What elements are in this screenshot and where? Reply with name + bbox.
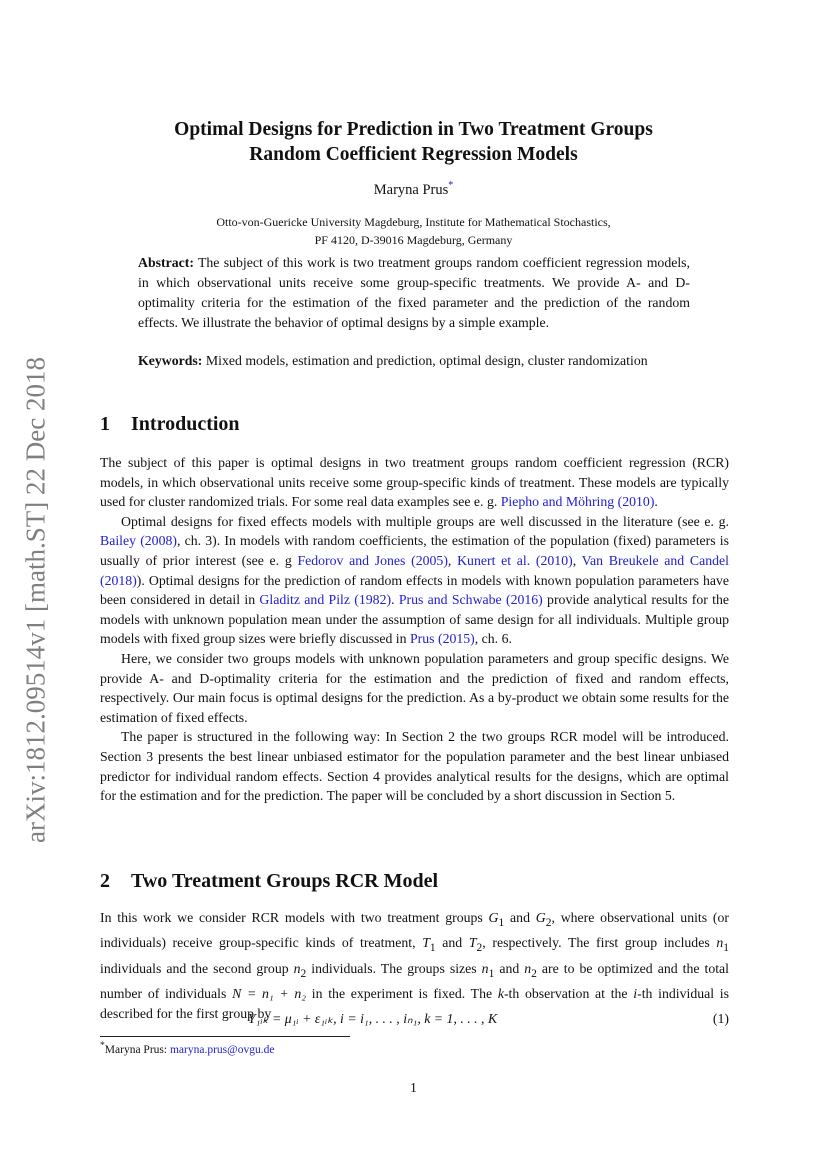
paragraph-text: , where observational units (or individuals) receive group-specific kinds of treatment, xyxy=(100,910,729,951)
paragraph-text: , ch. 3). In models with random coefficients, the estimation of the population (fixed) parameters is usually of prior interest (see e. g xyxy=(100,533,730,568)
paragraph: Here, we consider two groups models with unknown population parameters and group specific designs. We provide A- and D-optimality criteria for the estimation and the prediction of fixed and random effects, respectively. Our main focus is optimal designs for the prediction. As a by-product we obtain some results for the estimation of fixed effects. xyxy=(100,650,729,725)
paragraph-text: The subject of this paper is optimal designs in two treatment groups random coefficient regression (RCR) models, in which observational units receive some group-specific kinds of treatment. These models are typically used for cluster randomized trials. For some real data examples see e. g. xyxy=(100,455,729,510)
footnote xyxy=(100,1040,274,1056)
citation-link[interactable]: Kunert et al. (2010) xyxy=(457,552,573,568)
arxiv-sidebar-stamp xyxy=(14,340,58,860)
footnote-text: Maryna Prus: xyxy=(104,1043,170,1056)
paragraph xyxy=(100,512,729,649)
math-var: k xyxy=(497,986,504,1002)
affiliation-line-1: Otto-von-Guericke University Magdeburg, Institute for Mathematical Stochastics, xyxy=(216,215,611,229)
author-footnote-mark[interactable]: * xyxy=(448,180,454,191)
math-sub: 2 xyxy=(300,967,307,980)
paragraph-text: ). Optimal designs for the prediction of random effects in models with known population parameters have been considered in detail in xyxy=(100,572,729,608)
paragraph: The paper is structured in the following way: In Section 2 the two groups RCR model will be introduced. Section 3 presents the best linear unbiased estimator for the population parameter and the best linear unbiased predictor for individual random effects. Section 4 provides analytical results for the designs, which are optimal for the estimation and for the prediction. The paper will be concluded by a short discussion in Section 5. xyxy=(100,729,729,804)
paragraph-text: individuals and the second group xyxy=(100,960,294,976)
math-var: n xyxy=(293,960,301,976)
paragraph-text: , xyxy=(447,552,458,568)
section-title: Two Treatment Groups RCR Model xyxy=(131,870,439,892)
math-var: n xyxy=(716,935,724,951)
title-line-2: Random Coefficient Regression Models xyxy=(249,144,578,165)
paragraph xyxy=(100,453,729,512)
equation-number: (1) xyxy=(712,1011,729,1026)
paragraph-text: , ch. 6. xyxy=(474,631,512,647)
paragraph-text: -th observation at the xyxy=(503,986,634,1002)
math-var: i xyxy=(633,986,638,1002)
footnote-divider xyxy=(100,1036,350,1037)
math-var: n xyxy=(481,960,489,976)
paragraph-text: and xyxy=(435,935,469,951)
section-2-body xyxy=(100,908,729,1023)
paragraph-text: individuals. The groups sizes xyxy=(306,960,482,976)
paragraph-text: and xyxy=(494,960,525,976)
equation-formula: Y₁ᵢₖ = μ₁ᵢ + ε₁ᵢₖ, i = i₁, . . . , iₙ₁, k = 1, . . . , K xyxy=(248,1011,498,1026)
math-var: n xyxy=(524,960,532,976)
paragraph-text: . xyxy=(391,592,399,608)
math-var: G xyxy=(488,910,499,925)
math-var: G xyxy=(535,910,546,925)
citation-link[interactable]: Prus (2015) xyxy=(409,631,475,647)
math-sub: 1 xyxy=(723,942,729,955)
section-1-heading xyxy=(100,413,240,436)
title-line-1: Optimal Designs for Prediction in Two Treatment Groups xyxy=(174,119,653,140)
paragraph-text: Optimal designs for fixed effects models with multiple groups are well discussed in the literature (see e. g. xyxy=(121,513,729,529)
citation-link[interactable]: Bailey (2008) xyxy=(100,533,177,549)
paragraph-text: and xyxy=(504,910,536,925)
paragraph-text: . xyxy=(654,494,658,510)
math-sub: 1 xyxy=(498,916,505,929)
paragraph xyxy=(100,908,729,1023)
keywords-label: Keywords: xyxy=(138,353,203,368)
citation-link[interactable]: Van Breukele and Candel (2018) xyxy=(100,552,729,588)
keywords xyxy=(138,351,690,371)
math-sub: 2 xyxy=(476,942,483,955)
section-2-heading xyxy=(100,870,438,893)
math-var: T xyxy=(422,935,430,951)
math-sub: 2 xyxy=(531,967,537,980)
math-sub: 1 xyxy=(488,967,495,980)
math-sub: 1 xyxy=(429,942,436,955)
paper-title xyxy=(0,117,827,167)
page-number: 1 xyxy=(410,1080,417,1095)
arxiv-id: arXiv:1812.09514v1 [math.ST] 22 Dec 2018 xyxy=(20,357,51,843)
citation-link[interactable]: Fedorov and Jones (2005) xyxy=(297,552,448,568)
abstract xyxy=(138,253,690,333)
section-1-body xyxy=(100,453,729,806)
paragraph-text: are to be optimized and the total number of individuals xyxy=(100,960,730,1002)
section-number: 2 xyxy=(100,870,110,892)
keywords-text: Mixed models, estimation and prediction, optimal design, cluster randomization xyxy=(205,353,648,368)
affiliation xyxy=(0,213,827,249)
affiliation-line-2: PF 4120, D-39016 Magdeburg, Germany xyxy=(314,233,513,247)
paragraph-text: , respectively. The first group includes xyxy=(482,935,717,951)
paragraph-text: In this work we consider RCR models with two treatment groups xyxy=(100,910,489,925)
section-title: Introduction xyxy=(131,413,240,435)
citation-link[interactable]: Prus and Schwabe (2016) xyxy=(398,592,543,608)
citation-link[interactable]: Piepho and Möhring (2010) xyxy=(500,494,655,510)
math-var: T xyxy=(468,935,477,951)
paragraph-text: -th individual is described for the first group by xyxy=(100,986,729,1021)
author xyxy=(0,180,827,199)
math-expression: N = n₁ + n₂ xyxy=(232,986,307,1002)
author-name: Maryna Prus xyxy=(373,181,449,198)
footnote-mark: * xyxy=(100,1040,105,1051)
email-link[interactable]: maryna.prus@ovgu.de xyxy=(169,1043,275,1056)
abstract-label: Abstract: xyxy=(138,255,194,270)
paragraph-text: provide analytical results for the models with unknown population mean under the assumption of same design for all individuals. Multiple group models with fixed group sizes were briefly discussed in xyxy=(100,592,729,647)
abstract-text: The subject of this work is two treatment groups random coefficient regression models, in which observational units receive some group-specific treatments. We provide A- and D-optimality criteria for the estimation of the fixed parameter and the prediction of the random effects. We illustrate the behavior of optimal designs by a simple example. xyxy=(138,255,690,330)
section-number: 1 xyxy=(100,413,110,435)
citation-link[interactable]: Gladitz and Pilz (1982) xyxy=(259,592,392,608)
math-sub: 2 xyxy=(545,916,552,929)
paragraph-text: in the experiment is fixed. The xyxy=(306,986,498,1002)
paragraph-text: , xyxy=(572,552,582,568)
